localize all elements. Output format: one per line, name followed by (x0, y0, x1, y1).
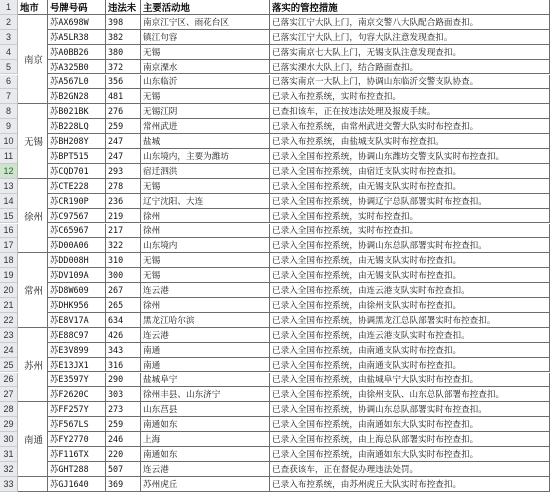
control-measure-cell[interactable]: 已录入全国布控系统，协调黑龙江总队部署实时布控查扣。 (270, 313, 550, 328)
row-number[interactable]: 7 (0, 89, 18, 104)
row-number[interactable]: 32 (0, 462, 18, 477)
row-number[interactable]: 21 (0, 298, 18, 313)
control-measure-cell[interactable]: 已落实江宁大队上门，南京交警八大队配合路面查扣。 (270, 15, 550, 30)
row-number[interactable]: 25 (0, 358, 18, 373)
activity-area-cell[interactable]: 连云港 (141, 462, 270, 477)
control-measure-cell[interactable]: 已查获该车，正在督促办理违法处罚。 (270, 462, 550, 477)
row-number[interactable]: 30 (0, 432, 18, 447)
control-measure-cell[interactable]: 已落实溧水大队上门，结合路面查扣。 (270, 60, 550, 75)
violation-count-cell[interactable]: 293 (106, 164, 141, 179)
control-measure-cell[interactable]: 已落实南京一大队上门，协调山东临沂交警支队协查。 (270, 75, 550, 90)
control-measure-cell[interactable]: 已录入全国布控系统，由南通如东大队实时布控查扣。 (270, 417, 550, 432)
plate-cell[interactable]: 苏BH208Y (48, 134, 106, 149)
row-number[interactable]: 12 (0, 164, 18, 179)
plate-cell[interactable]: 苏F2620C (48, 387, 106, 402)
activity-area-cell[interactable]: 徐州丰县、山东济宁 (141, 387, 270, 402)
violation-count-cell[interactable]: 220 (106, 447, 141, 462)
activity-area-cell[interactable]: 徐州 (141, 209, 270, 224)
control-measure-cell[interactable]: 已录入布控系统，由常州武进交警大队实时布控查扣。 (270, 119, 550, 134)
header-cell[interactable]: 落实的管控措施 (270, 0, 550, 15)
violation-count-cell[interactable]: 276 (106, 104, 141, 119)
row-number[interactable]: 28 (0, 402, 18, 417)
violation-count-cell[interactable]: 316 (106, 358, 141, 373)
violation-count-cell[interactable]: 481 (106, 89, 141, 104)
plate-cell[interactable]: 苏GHT288 (48, 462, 106, 477)
plate-cell[interactable]: 苏GJ1640 (48, 477, 106, 492)
control-measure-cell[interactable]: 已录入全国布控系统，由南通如东大队实时布控查扣。 (270, 447, 550, 462)
row-number[interactable]: 2 (0, 15, 18, 30)
row-number[interactable]: 17 (0, 238, 18, 253)
control-measure-cell[interactable]: 已录入全国布控系统，由连云港支队实时布控查扣。 (270, 283, 550, 298)
city-cell[interactable]: 南通 (18, 402, 48, 477)
activity-area-cell[interactable]: 无锡 (141, 179, 270, 194)
violation-count-cell[interactable]: 356 (106, 75, 141, 90)
city-cell[interactable] (18, 477, 48, 492)
control-measure-cell[interactable]: 已录入布控系统，实时布控查扣。 (270, 89, 550, 104)
activity-area-cell[interactable]: 连云港 (141, 328, 270, 343)
control-measure-cell[interactable]: 已录入全国布控系统，由徐州支队实时布控查扣。 (270, 298, 550, 313)
violation-count-cell[interactable]: 398 (106, 15, 141, 30)
control-measure-cell[interactable]: 已录入布控系统，由苏州虎丘大队实时布控查扣。 (270, 477, 550, 492)
violation-count-cell[interactable]: 259 (106, 119, 141, 134)
activity-area-cell[interactable]: 盐城阜宁 (141, 373, 270, 388)
control-measure-cell[interactable]: 已录入全国布控系统，由宿迁支队实时布控查扣。 (270, 164, 550, 179)
control-measure-cell[interactable]: 已录入全国布控系统，协调山东总队部署实时布控查扣。 (270, 238, 550, 253)
row-number[interactable]: 18 (0, 253, 18, 268)
violation-count-cell[interactable]: 246 (106, 432, 141, 447)
city-cell[interactable]: 常州 (18, 253, 48, 328)
violation-count-cell[interactable]: 265 (106, 298, 141, 313)
plate-cell[interactable]: 苏F567LS (48, 417, 106, 432)
plate-cell[interactable]: 苏E8V17A (48, 313, 106, 328)
plate-cell[interactable]: 苏B228LQ (48, 119, 106, 134)
plate-cell[interactable]: 苏A325B0 (48, 60, 106, 75)
activity-area-cell[interactable]: 苏州虎丘 (141, 477, 270, 492)
control-measure-cell[interactable]: 已录入全国布控系统，由南通支队实时布控查扣。 (270, 343, 550, 358)
row-number[interactable]: 10 (0, 134, 18, 149)
violation-count-cell[interactable]: 634 (106, 313, 141, 328)
violation-count-cell[interactable]: 278 (106, 179, 141, 194)
control-measure-cell[interactable]: 已录入全国布控系统，由无锡支队实时布控查扣。 (270, 268, 550, 283)
city-cell[interactable]: 徐州 (18, 179, 48, 254)
control-measure-cell[interactable]: 已录入全国布控系统，实时布控查扣。 (270, 209, 550, 224)
control-measure-cell[interactable]: 已录入全国布控系统，协调辽宁总队部署实时布控查扣。 (270, 194, 550, 209)
activity-area-cell[interactable]: 宿迁泗洪 (141, 164, 270, 179)
activity-area-cell[interactable]: 南通如东 (141, 417, 270, 432)
control-measure-cell[interactable]: 已录入全国布控系统，协调山东潍坊交警支队实时布控查扣。 (270, 149, 550, 164)
row-number[interactable]: 13 (0, 179, 18, 194)
activity-area-cell[interactable]: 南通 (141, 358, 270, 373)
row-number[interactable]: 4 (0, 45, 18, 60)
violation-count-cell[interactable]: 290 (106, 373, 141, 388)
violation-count-cell[interactable]: 343 (106, 343, 141, 358)
activity-area-cell[interactable]: 山东临沂 (141, 75, 270, 90)
activity-area-cell[interactable]: 无锡 (141, 45, 270, 60)
control-measure-cell[interactable]: 已录入全国布控系统，实时布控查扣。 (270, 224, 550, 239)
plate-cell[interactable]: 苏FF257Y (48, 402, 106, 417)
activity-area-cell[interactable]: 无锡江阴 (141, 104, 270, 119)
header-cell[interactable]: 号牌号码 (48, 0, 106, 15)
control-measure-cell[interactable]: 已落实南京七大队上门，无锡支队注意发现查扣。 (270, 45, 550, 60)
violation-count-cell[interactable]: 380 (106, 45, 141, 60)
activity-area-cell[interactable]: 常州武进 (141, 119, 270, 134)
plate-cell[interactable]: 苏FY2770 (48, 432, 106, 447)
activity-area-cell[interactable]: 南京溧水 (141, 60, 270, 75)
header-cell[interactable]: 主要活动地 (141, 0, 270, 15)
row-number[interactable]: 5 (0, 60, 18, 75)
row-number[interactable]: 19 (0, 268, 18, 283)
plate-cell[interactable]: 苏D00A06 (48, 238, 106, 253)
control-measure-cell[interactable]: 已录入全国布控系统，由无锡支队实时布控查扣。 (270, 253, 550, 268)
row-number[interactable]: 24 (0, 343, 18, 358)
plate-cell[interactable]: 苏CR190P (48, 194, 106, 209)
row-number[interactable]: 3 (0, 30, 18, 45)
control-measure-cell[interactable]: 已落实江宁大队上门，句容大队注意发现查扣。 (270, 30, 550, 45)
violation-count-cell[interactable]: 247 (106, 149, 141, 164)
row-number[interactable]: 11 (0, 149, 18, 164)
control-measure-cell[interactable]: 已查扣该车，正在按违法处理及报废手续。 (270, 104, 550, 119)
plate-cell[interactable]: 苏A5LR38 (48, 30, 106, 45)
activity-area-cell[interactable]: 辽宁沈阳、大连 (141, 194, 270, 209)
row-number[interactable]: 23 (0, 328, 18, 343)
plate-cell[interactable]: 苏E88C97 (48, 328, 106, 343)
control-measure-cell[interactable]: 已录入全国布控系统，协调山东总队部署实时布控查扣。 (270, 402, 550, 417)
plate-cell[interactable]: 苏F116TX (48, 447, 106, 462)
row-number[interactable]: 9 (0, 119, 18, 134)
plate-cell[interactable]: 苏E3597Y (48, 373, 106, 388)
control-measure-cell[interactable]: 已录入布控系统，由盐城支队实时布控查扣。 (270, 134, 550, 149)
header-cell[interactable]: 违法未 (106, 0, 141, 15)
activity-area-cell[interactable]: 徐州 (141, 224, 270, 239)
activity-area-cell[interactable]: 无锡 (141, 89, 270, 104)
plate-cell[interactable]: 苏DD008H (48, 253, 106, 268)
activity-area-cell[interactable]: 上海 (141, 432, 270, 447)
violation-count-cell[interactable]: 369 (106, 477, 141, 492)
violation-count-cell[interactable]: 382 (106, 30, 141, 45)
plate-cell[interactable]: 苏BPT515 (48, 149, 106, 164)
activity-area-cell[interactable]: 连云港 (141, 283, 270, 298)
violation-count-cell[interactable]: 310 (106, 253, 141, 268)
row-number[interactable]: 31 (0, 447, 18, 462)
violation-count-cell[interactable]: 259 (106, 417, 141, 432)
row-number[interactable]: 15 (0, 209, 18, 224)
plate-cell[interactable]: 苏B021BK (48, 104, 106, 119)
violation-count-cell[interactable]: 303 (106, 387, 141, 402)
activity-area-cell[interactable]: 山东境内 (141, 238, 270, 253)
violation-count-cell[interactable]: 236 (106, 194, 141, 209)
control-measure-cell[interactable]: 已录入全国布控系统，由上海总队部署实时布控查扣。 (270, 432, 550, 447)
plate-cell[interactable]: 苏D8W609 (48, 283, 106, 298)
plate-cell[interactable]: 苏A0BB26 (48, 45, 106, 60)
violation-count-cell[interactable]: 426 (106, 328, 141, 343)
row-number[interactable]: 1 (0, 0, 18, 15)
violation-count-cell[interactable]: 219 (106, 209, 141, 224)
row-number[interactable]: 33 (0, 477, 18, 492)
activity-area-cell[interactable]: 无锡 (141, 253, 270, 268)
plate-cell[interactable]: 苏C97567 (48, 209, 106, 224)
violation-count-cell[interactable]: 273 (106, 402, 141, 417)
plate-cell[interactable]: 苏DHK956 (48, 298, 106, 313)
activity-area-cell[interactable]: 盐城 (141, 134, 270, 149)
control-measure-cell[interactable]: 已录入全国布控系统，由南通支队实时布控查扣。 (270, 358, 550, 373)
header-cell[interactable]: 地市 (18, 0, 48, 15)
control-measure-cell[interactable]: 已录入全国布控系统，由连云港支队实时布控查扣。 (270, 328, 550, 343)
row-number[interactable]: 26 (0, 373, 18, 388)
plate-cell[interactable]: 苏C65967 (48, 224, 106, 239)
activity-area-cell[interactable]: 黑龙江哈尔滨 (141, 313, 270, 328)
activity-area-cell[interactable]: 南通 (141, 343, 270, 358)
activity-area-cell[interactable]: 无锡 (141, 268, 270, 283)
violation-count-cell[interactable]: 247 (106, 134, 141, 149)
city-cell[interactable]: 苏州 (18, 328, 48, 403)
violation-count-cell[interactable]: 217 (106, 224, 141, 239)
violation-count-cell[interactable]: 267 (106, 283, 141, 298)
violation-count-cell[interactable]: 300 (106, 268, 141, 283)
activity-area-cell[interactable]: 南通如东 (141, 447, 270, 462)
plate-cell[interactable]: 苏B2GN28 (48, 89, 106, 104)
plate-cell[interactable]: 苏E3V899 (48, 343, 106, 358)
violation-count-cell[interactable]: 372 (106, 60, 141, 75)
control-measure-cell[interactable]: 已录入全国布控系统，由徐州支队、山东总队部署布控查扣。 (270, 387, 550, 402)
city-cell[interactable]: 南京 (18, 15, 48, 104)
plate-cell[interactable]: 苏AX698W (48, 15, 106, 30)
activity-area-cell[interactable]: 山东境内，主要为潍坊 (141, 149, 270, 164)
plate-cell[interactable]: 苏CTE228 (48, 179, 106, 194)
row-number[interactable]: 8 (0, 104, 18, 119)
activity-area-cell[interactable]: 南京江宁区、雨花台区 (141, 15, 270, 30)
plate-cell[interactable]: 苏CQD701 (48, 164, 106, 179)
row-number[interactable]: 29 (0, 417, 18, 432)
row-number[interactable]: 22 (0, 313, 18, 328)
plate-cell[interactable]: 苏E13JX1 (48, 358, 106, 373)
row-number[interactable]: 14 (0, 194, 18, 209)
activity-area-cell[interactable]: 镇江句容 (141, 30, 270, 45)
plate-cell[interactable]: 苏DV109A (48, 268, 106, 283)
violation-count-cell[interactable]: 322 (106, 238, 141, 253)
plate-cell[interactable]: 苏A567L0 (48, 75, 106, 90)
row-number[interactable]: 6 (0, 75, 18, 90)
activity-area-cell[interactable]: 徐州 (141, 298, 270, 313)
city-cell[interactable]: 无锡 (18, 104, 48, 179)
activity-area-cell[interactable]: 山东莒县 (141, 402, 270, 417)
row-number[interactable]: 27 (0, 387, 18, 402)
row-number[interactable]: 16 (0, 224, 18, 239)
control-measure-cell[interactable]: 已录入全国布控系统，由无锡支队实时布控查扣。 (270, 179, 550, 194)
row-number[interactable]: 20 (0, 283, 18, 298)
control-measure-cell[interactable]: 已录入全国布控系统，由盐城阜宁大队实时布控查扣。 (270, 373, 550, 388)
violation-count-cell[interactable]: 507 (106, 462, 141, 477)
